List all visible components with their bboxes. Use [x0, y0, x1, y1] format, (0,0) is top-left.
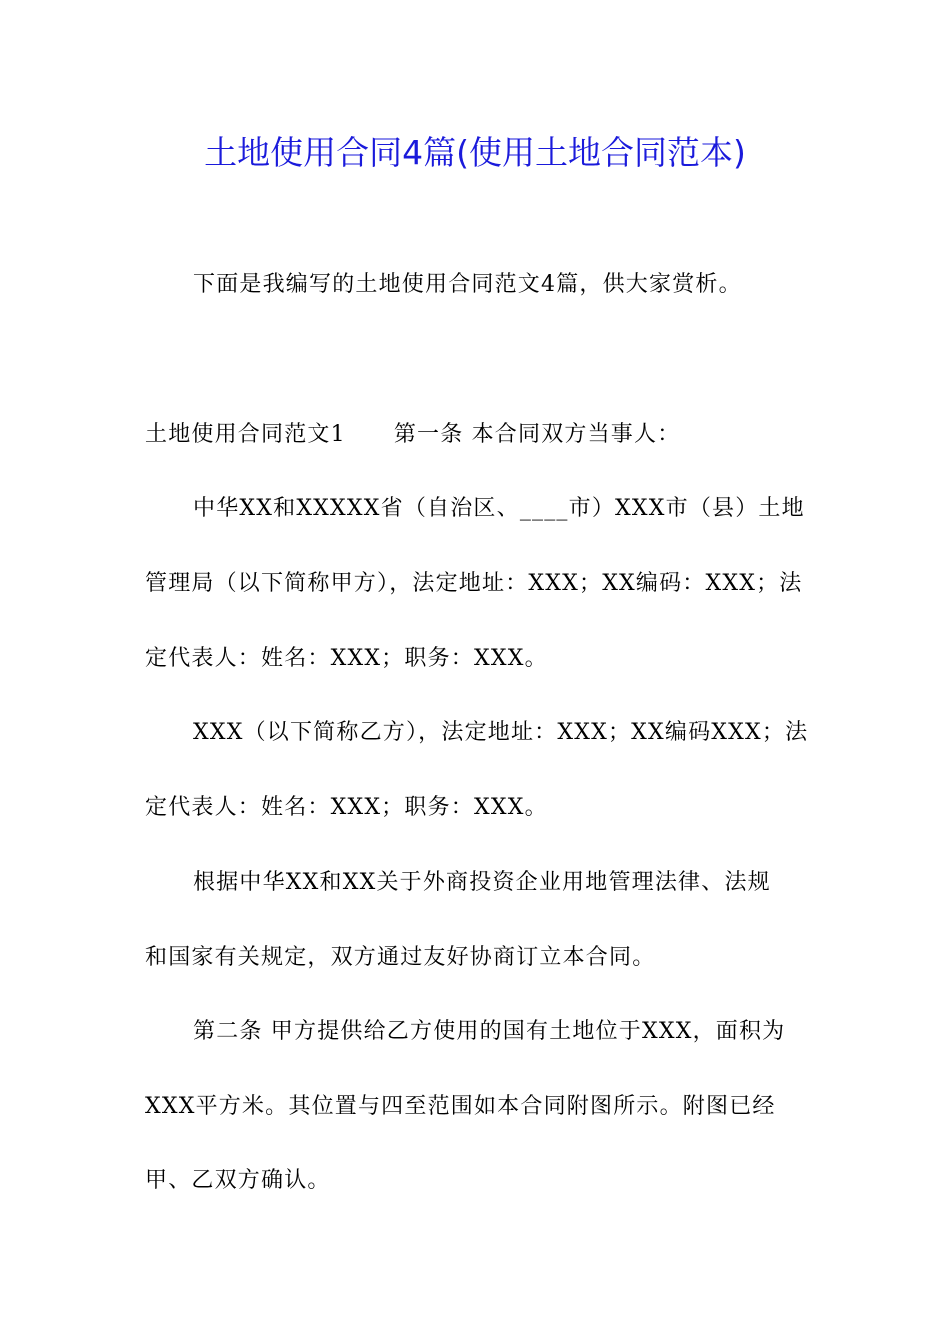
paragraph-line: 中华XX和XXXXX省（自治区、____市）XXX市（县）土地	[193, 496, 805, 521]
paragraph-line: 根据中华XX和XX关于外商投资企业用地管理法律、法规	[193, 870, 771, 895]
document-title: 土地使用合同4篇(使用土地合同范本)	[204, 133, 746, 172]
paragraph-line: XXX平方米。其位置与四至范围如本合同附图所示。附图已经	[145, 1094, 776, 1119]
paragraph-line: 定代表人：姓名：XXX；职务：XXX。	[145, 795, 548, 820]
article1-heading: 第一条 本合同双方当事人：	[393, 422, 681, 447]
paragraph-line: 管理局（以下简称甲方），法定地址：XXX；XX编码：XXX；法	[145, 571, 803, 596]
paragraph-line: 定代表人：姓名：XXX；职务：XXX。	[145, 646, 548, 671]
section-heading: 土地使用合同范文1	[145, 422, 346, 447]
paragraph-line: 和国家有关规定，双方通过友好协商订立本合同。	[145, 945, 656, 970]
intro-paragraph: 下面是我编写的土地使用合同范文4篇，供大家赏析。	[193, 272, 742, 297]
paragraph-line: 甲、乙双方确认。	[145, 1168, 331, 1193]
section-heading-line	[145, 417, 807, 453]
paragraph-line: 第二条 甲方提供给乙方使用的国有土地位于XXX，面积为	[193, 1019, 786, 1044]
paragraph-line: XXX（以下简称乙方），法定地址：XXX；XX编码XXX；法	[193, 720, 809, 745]
